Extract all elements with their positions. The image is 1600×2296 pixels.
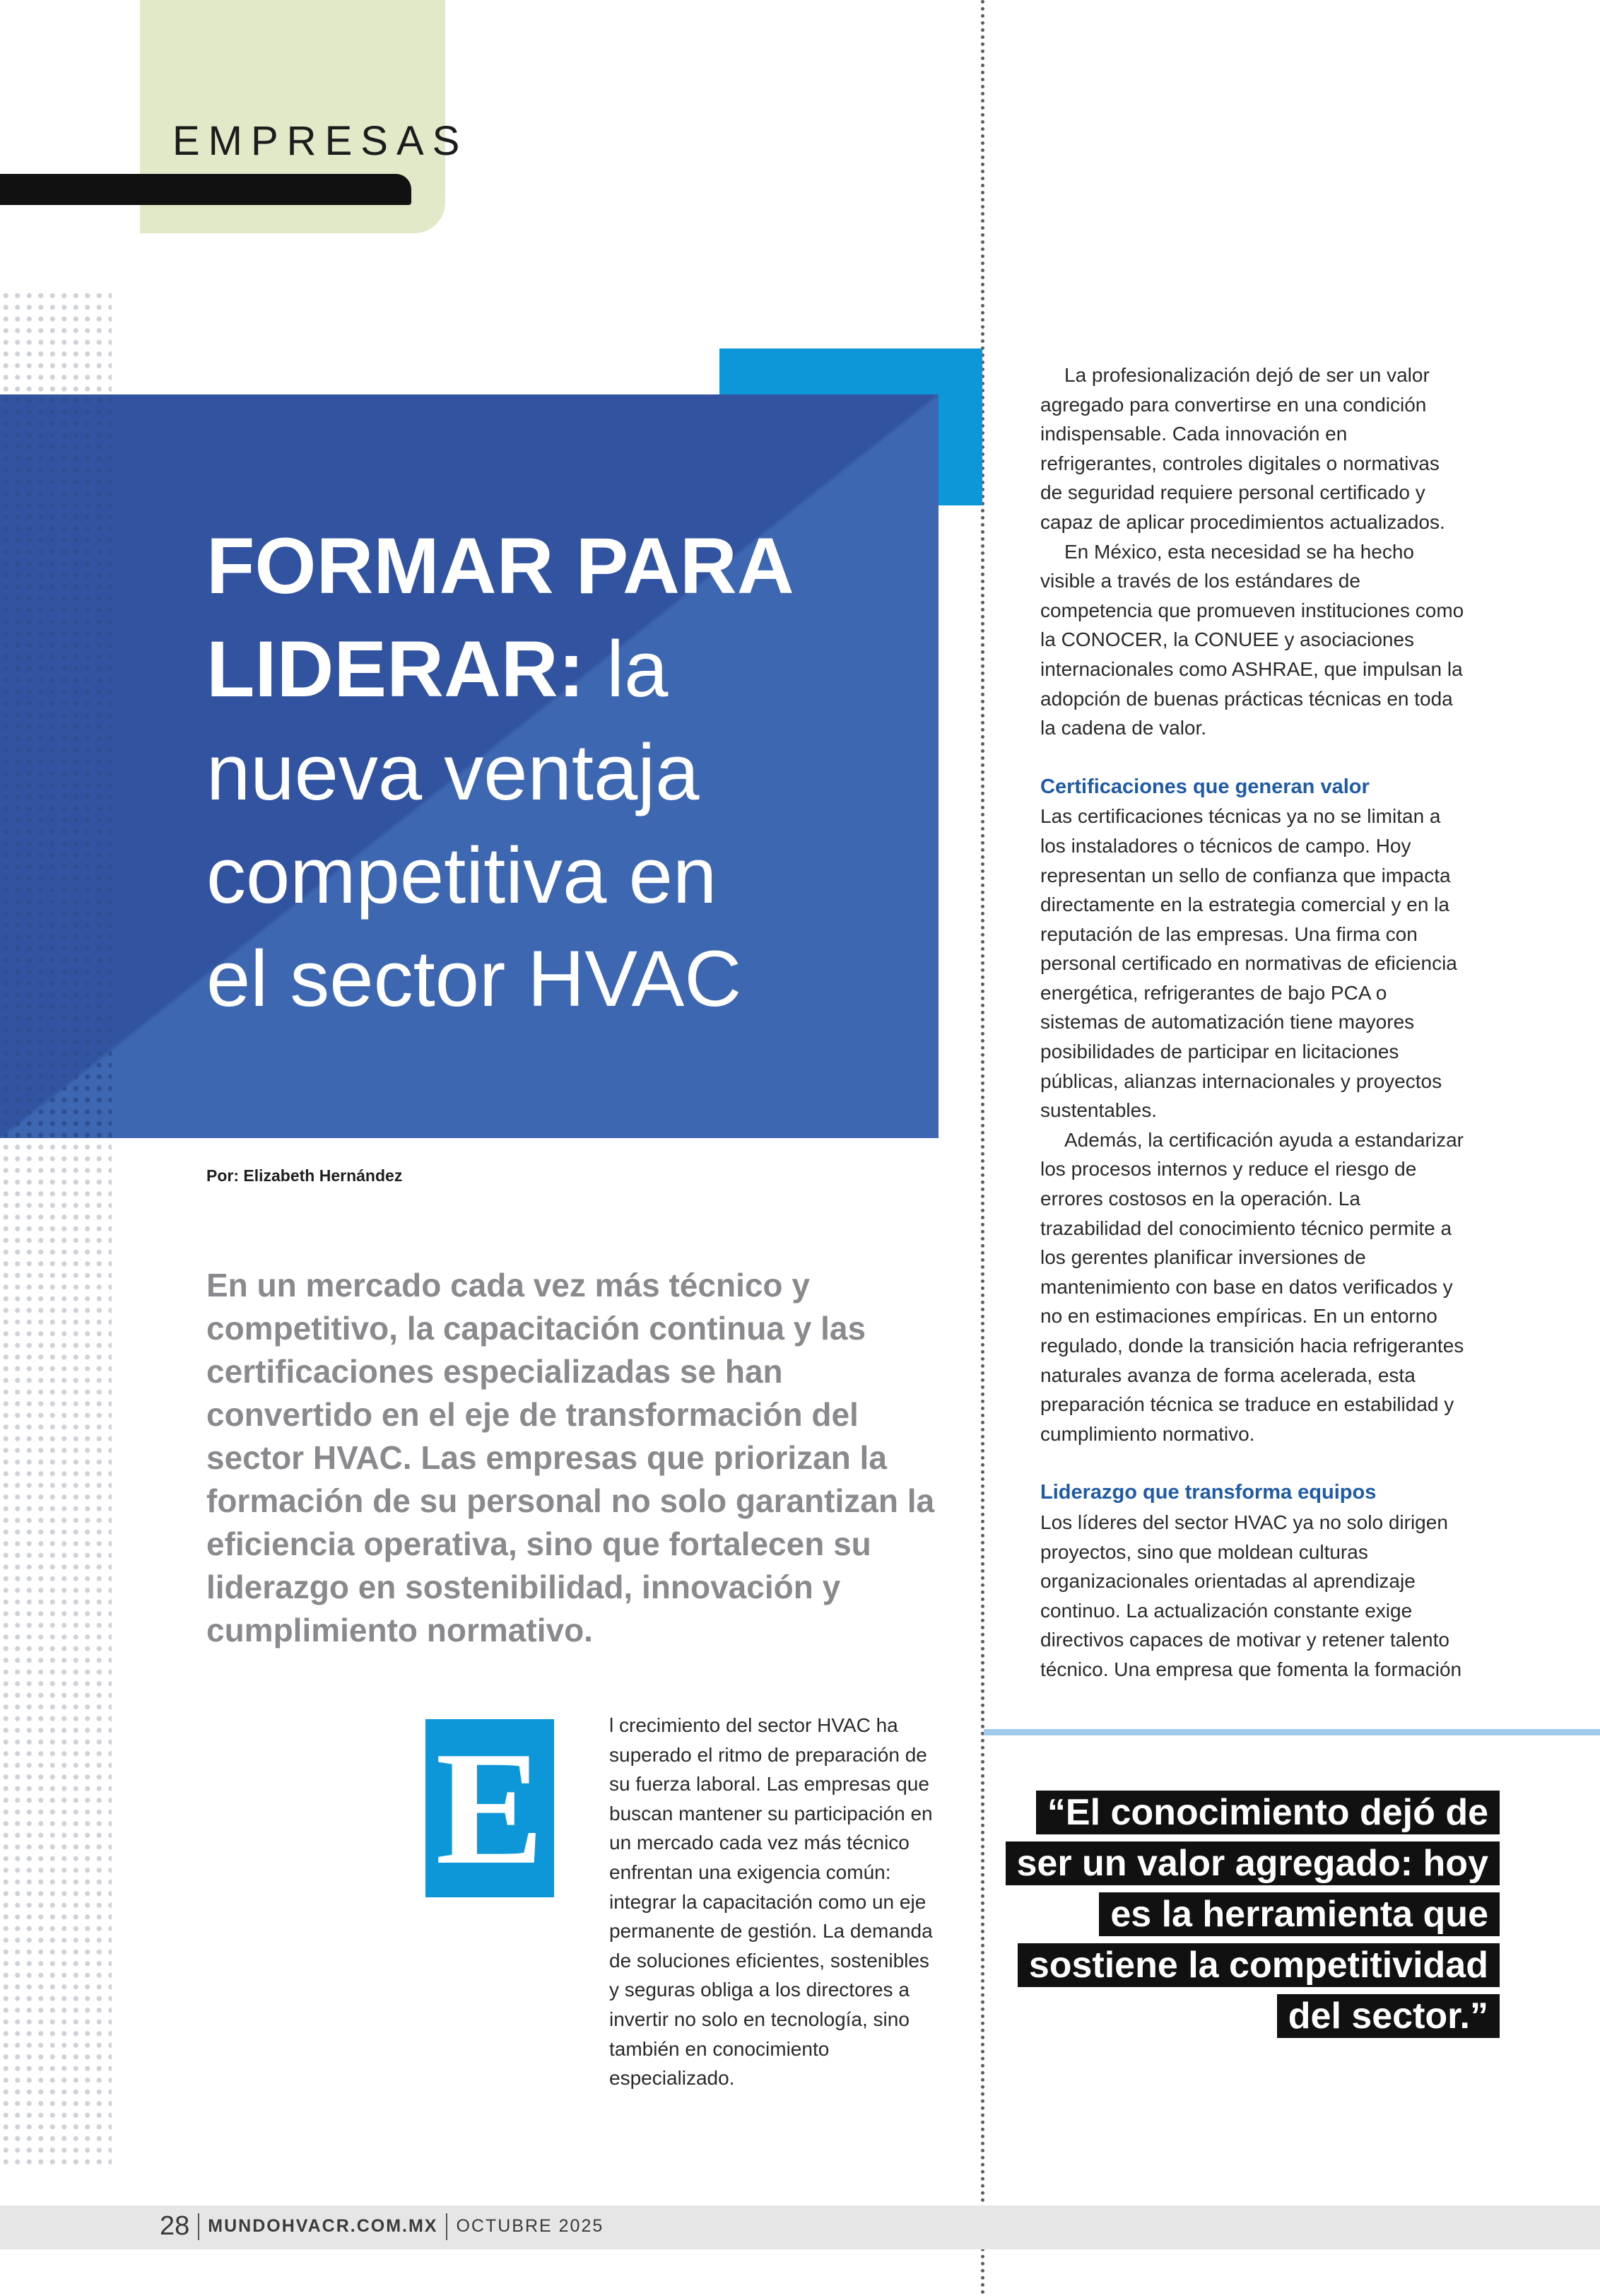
pull-quote-text: “El conocimiento dejó de ser un valor agregado: hoy es la herramienta que sostiene la competitividad del sector.” (1006, 1791, 1500, 2038)
title-light: competitiva en (206, 831, 717, 920)
title-light: el sector HVAC (206, 935, 742, 1023)
paragraph: Además, la certificación ayuda a estandarizar los procesos internos y reduce el riesgo de errores costosos en la operación. La trazabilidad del conocimiento técnico permite a los gerentes planificar inversiones de mantenimiento con base en datos verificados y no en estimaciones empíricas. En un entorno regulado, donde la transición hacia refrigerantes naturales avanza de forma acelerada, esta preparación técnica se traduce en estabilidad y cumplimiento normativo. (1040, 1128, 1464, 1445)
subheading: Certificaciones que generan valor (1040, 775, 1370, 798)
title-line-3 (206, 721, 913, 824)
title-light: la (584, 625, 669, 713)
title-line-2 (206, 618, 913, 721)
paragraph: En México, esta necesidad se ha hecho visible a través de los estándares de competencia que promueven instituciones como la CONOCER, la CONUEE y asociaciones internacionales como ASHRAE, que impulsan la adopción de buenas prácticas técnicas en toda la cadena de valor. (1040, 540, 1464, 739)
title-bold: FORMAR PARA (206, 522, 794, 610)
section-bar (0, 174, 411, 205)
pull-quote (989, 1787, 1500, 2042)
footer-separator (446, 2213, 447, 2240)
footer-separator (198, 2213, 199, 2240)
byline: Por: Elizabeth Hernández (206, 1166, 403, 1185)
title-line-4 (206, 824, 913, 927)
title-bold: LIDERAR: (206, 625, 585, 713)
body-left-text: l crecimiento del sector HVAC ha superado el ritmo de preparación de su fuerza laboral. Las empresas que buscan mantener su participación en un mercado cada vez más técnico enfrentan una exigencia común: integrar la capacitación como un eje permanente de gestión. La demanda de soluciones eficientes, sostenibles y seguras obliga a los directores a invertir no solo en tecnología, sino también en conocimiento especializado. (609, 1714, 933, 2090)
quote-rule (984, 1729, 1600, 1735)
subheading: Liderazgo que transforma equipos (1040, 1481, 1377, 1504)
article-title (206, 515, 913, 1031)
section-label: EMPRESAS (172, 118, 469, 164)
page-number: 28 (160, 2211, 190, 2241)
drop-cap: E (425, 1719, 554, 1897)
body-right-column (1040, 361, 1464, 1685)
paragraph: Las certificaciones técnicas ya no se limitan a los instaladores o técnicos de campo. Hoy representan un sello de confianza que impacta directamente en la estrategia comercial y en la reputación de las empresas. Una firma con personal certificado en normativas de eficiencia energética, refrigerantes de bajo PCA o sistemas de automatización tiene mayores posibilidades de participar en licitaciones públicas, alianzas internacionales y proyectos sustentables. (1040, 805, 1457, 1122)
lead-paragraph: En un mercado cada vez más técnico y competitivo, la capacitación continua y las certificaciones especializadas se han convertido en el eje de transformación del sector HVAC. Las empresas que priorizan la formación de su personal no solo garantizan la eficiencia operativa, sino que fortalecen su liderazgo en sostenibilidad, innovación y cumplimiento normativo. (206, 1267, 935, 1648)
dot-pattern-blue (0, 394, 112, 1138)
title-light: nueva ventaja (206, 728, 700, 816)
page-footer (160, 2211, 604, 2242)
footer-site: MUNDOHVACR.COM.MX (208, 2216, 438, 2236)
body-left-column (425, 1711, 939, 2093)
paragraph: La profesionalización dejó de ser un valor agregado para convertirse en una condición indispensable. Cada innovación en refrigerantes, controles digitales o normativas de seguridad requiere personal certificado y capaz de aplicar procedimientos actualizados. (1040, 364, 1445, 533)
footer-issue: OCTUBRE 2025 (456, 2216, 604, 2236)
title-line-5 (206, 927, 913, 1031)
column-divider (981, 0, 984, 2296)
paragraph: Los líderes del sector HVAC ya no solo dirigen proyectos, sino que moldean culturas organizacionales orientadas al aprendizaje continuo. La actualización constante exige directivos capaces de motivar y retener talento técnico. Una empresa que fomenta la formación (1040, 1511, 1462, 1680)
title-line-1 (206, 515, 913, 618)
